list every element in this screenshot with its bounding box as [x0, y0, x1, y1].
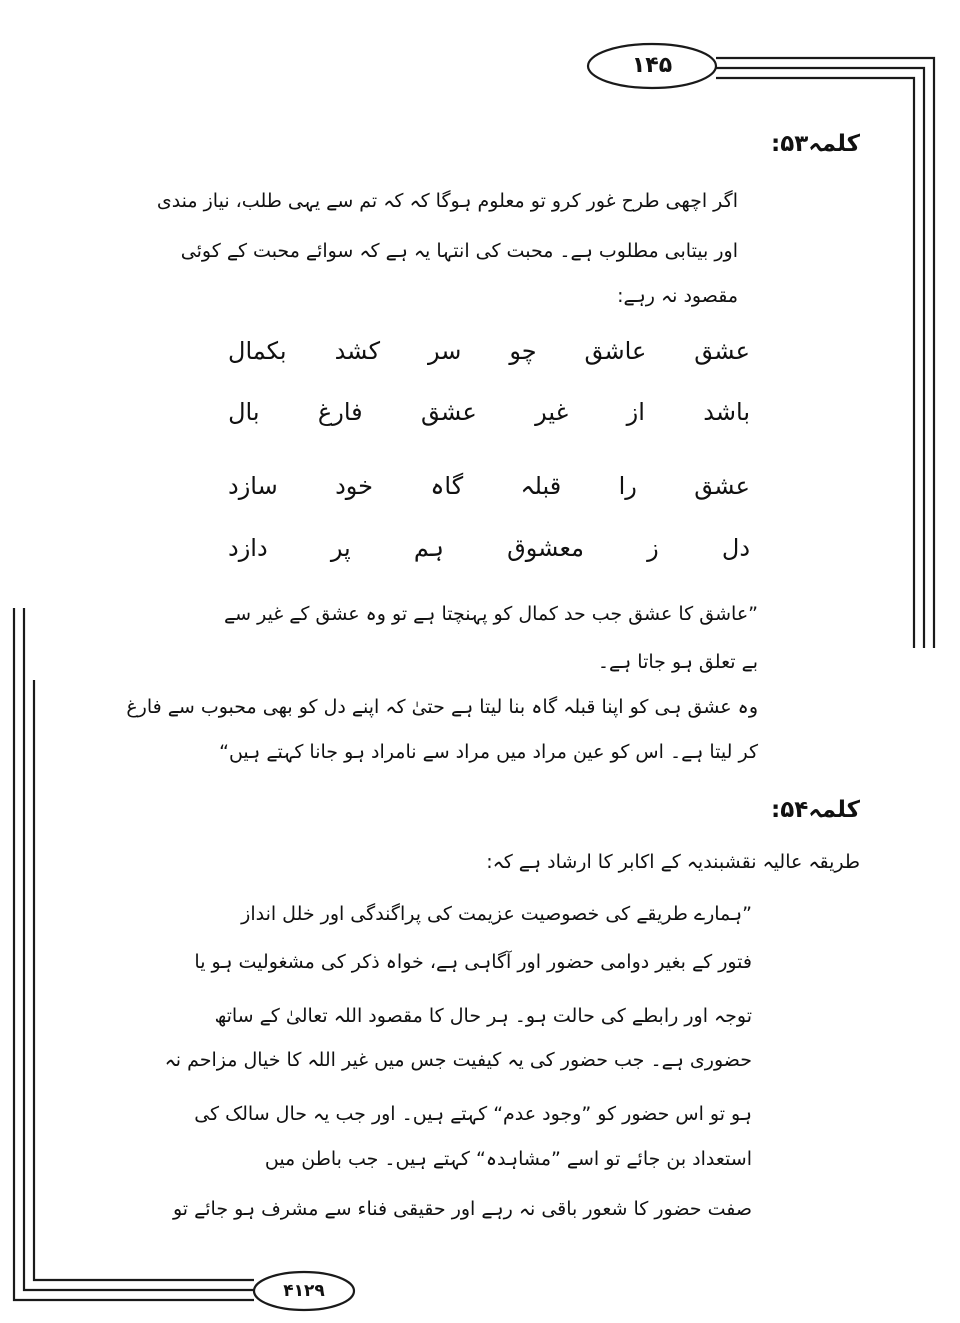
poem-word: قبلہ	[520, 472, 562, 500]
poem-word: عاشق	[584, 337, 647, 365]
page-number-bottom: ۴۱۲۹	[283, 1281, 325, 1301]
section-54-intro: طریقہ عالیہ نقشبندیہ کے اکابر کا ارشاد ہے کہ:	[486, 851, 860, 873]
poem-word: عشق	[421, 398, 477, 426]
translation-line: وہ عشق ہی کو اپنا قبلہ گاہ بنا لیتا ہے حتیٰ کہ اپنے دل کو بھی محبوب سے فارغ	[126, 696, 758, 718]
section-54-line: حضوری ہے۔ جب حضور کی یہ کیفیت جس میں غیر اللہ کا خیال مزاحم نہ	[164, 1049, 752, 1071]
poem-word: سر	[427, 337, 462, 365]
poem-word: گاہ	[430, 472, 464, 500]
poem-word: بال	[228, 398, 260, 426]
poem-word: بکمال	[228, 337, 287, 365]
translation-line: بے تعلق ہو جاتا ہے۔	[597, 651, 758, 673]
poem-word: دازد	[228, 534, 268, 562]
section-53-intro-line: مقصود نہ رہے:	[617, 285, 738, 307]
section-54-line: استعداد بن جائے تو اسے ”مشاہدہ“ کہتے ہیں۔ جب باطن میں	[264, 1148, 752, 1170]
poem-verse	[228, 392, 750, 432]
page-number-top: ۱۴۵	[631, 53, 673, 78]
poem-word: سازد	[228, 472, 278, 500]
poem-word: فارغ	[317, 398, 363, 426]
poem-word: عشق	[694, 472, 750, 500]
translation-line: کر لیتا ہے۔ اس کو عین مراد میں مراد سے نامراد ہو جانا کہتے ہیں“	[219, 741, 758, 763]
section-53-intro-line: اگر اچھی طرح غور کرو تو معلوم ہوگا کہ کہ تم سے یہی طلب، نیاز مندی	[156, 190, 738, 212]
section-54-line: ”ہمارے طریقے کی خصوصیت عزیمت کی پراگندگی اور خلل انداز	[241, 903, 752, 925]
poem-word: کشد	[334, 337, 381, 365]
section-54-line: فتور کے بغیر دوامی حضور اور آگاہی ہے، خواہ ذکر کی مشغولیت ہو یا	[194, 951, 752, 973]
translation-line: ”عاشق کا عشق جب حد کمال کو پہنچتا ہے تو وہ عشق کے غیر سے	[224, 603, 758, 625]
section-54-line: توجہ اور رابطے کی حالت ہو۔ ہر حال کا مقصود اللہ تعالیٰ کے ساتھ	[214, 1005, 752, 1027]
poem-word: پر	[330, 534, 351, 562]
poem-word: را	[618, 472, 637, 500]
poem-word: باشد	[703, 398, 750, 426]
poem-word: دل	[721, 534, 750, 562]
poem-word: ہم	[413, 534, 444, 562]
poem-verse	[228, 466, 750, 506]
poem-verse	[228, 528, 750, 568]
poem-word: از	[626, 398, 645, 426]
poem-word: معشوق	[507, 534, 584, 562]
poem-word: چو	[509, 337, 537, 365]
section-53-heading: کلمہ۵۳:	[771, 131, 860, 157]
section-54-line: صفت حضور کا شعور باقی نہ رہے اور حقیقی فناء سے مشرف ہو جائے تو	[172, 1198, 752, 1220]
poem-word: غیر	[535, 398, 569, 426]
poem-verse	[228, 331, 750, 371]
section-54-line: ہو تو اس حضور کو ”وجود عدم“ کہتے ہیں۔ اور جب یہ حال سالک کی	[194, 1103, 752, 1125]
poem-word: خود	[335, 472, 373, 500]
section-54-heading: کلمہ۵۴:	[771, 797, 860, 823]
poem-word: ز	[647, 534, 659, 562]
section-53-intro-line: اور بیتابی مطلوب ہے۔ محبت کی انتہا یہ ہے کہ سوائے محبت کے کوئی	[180, 240, 738, 262]
poem-word: عشق	[694, 337, 750, 365]
